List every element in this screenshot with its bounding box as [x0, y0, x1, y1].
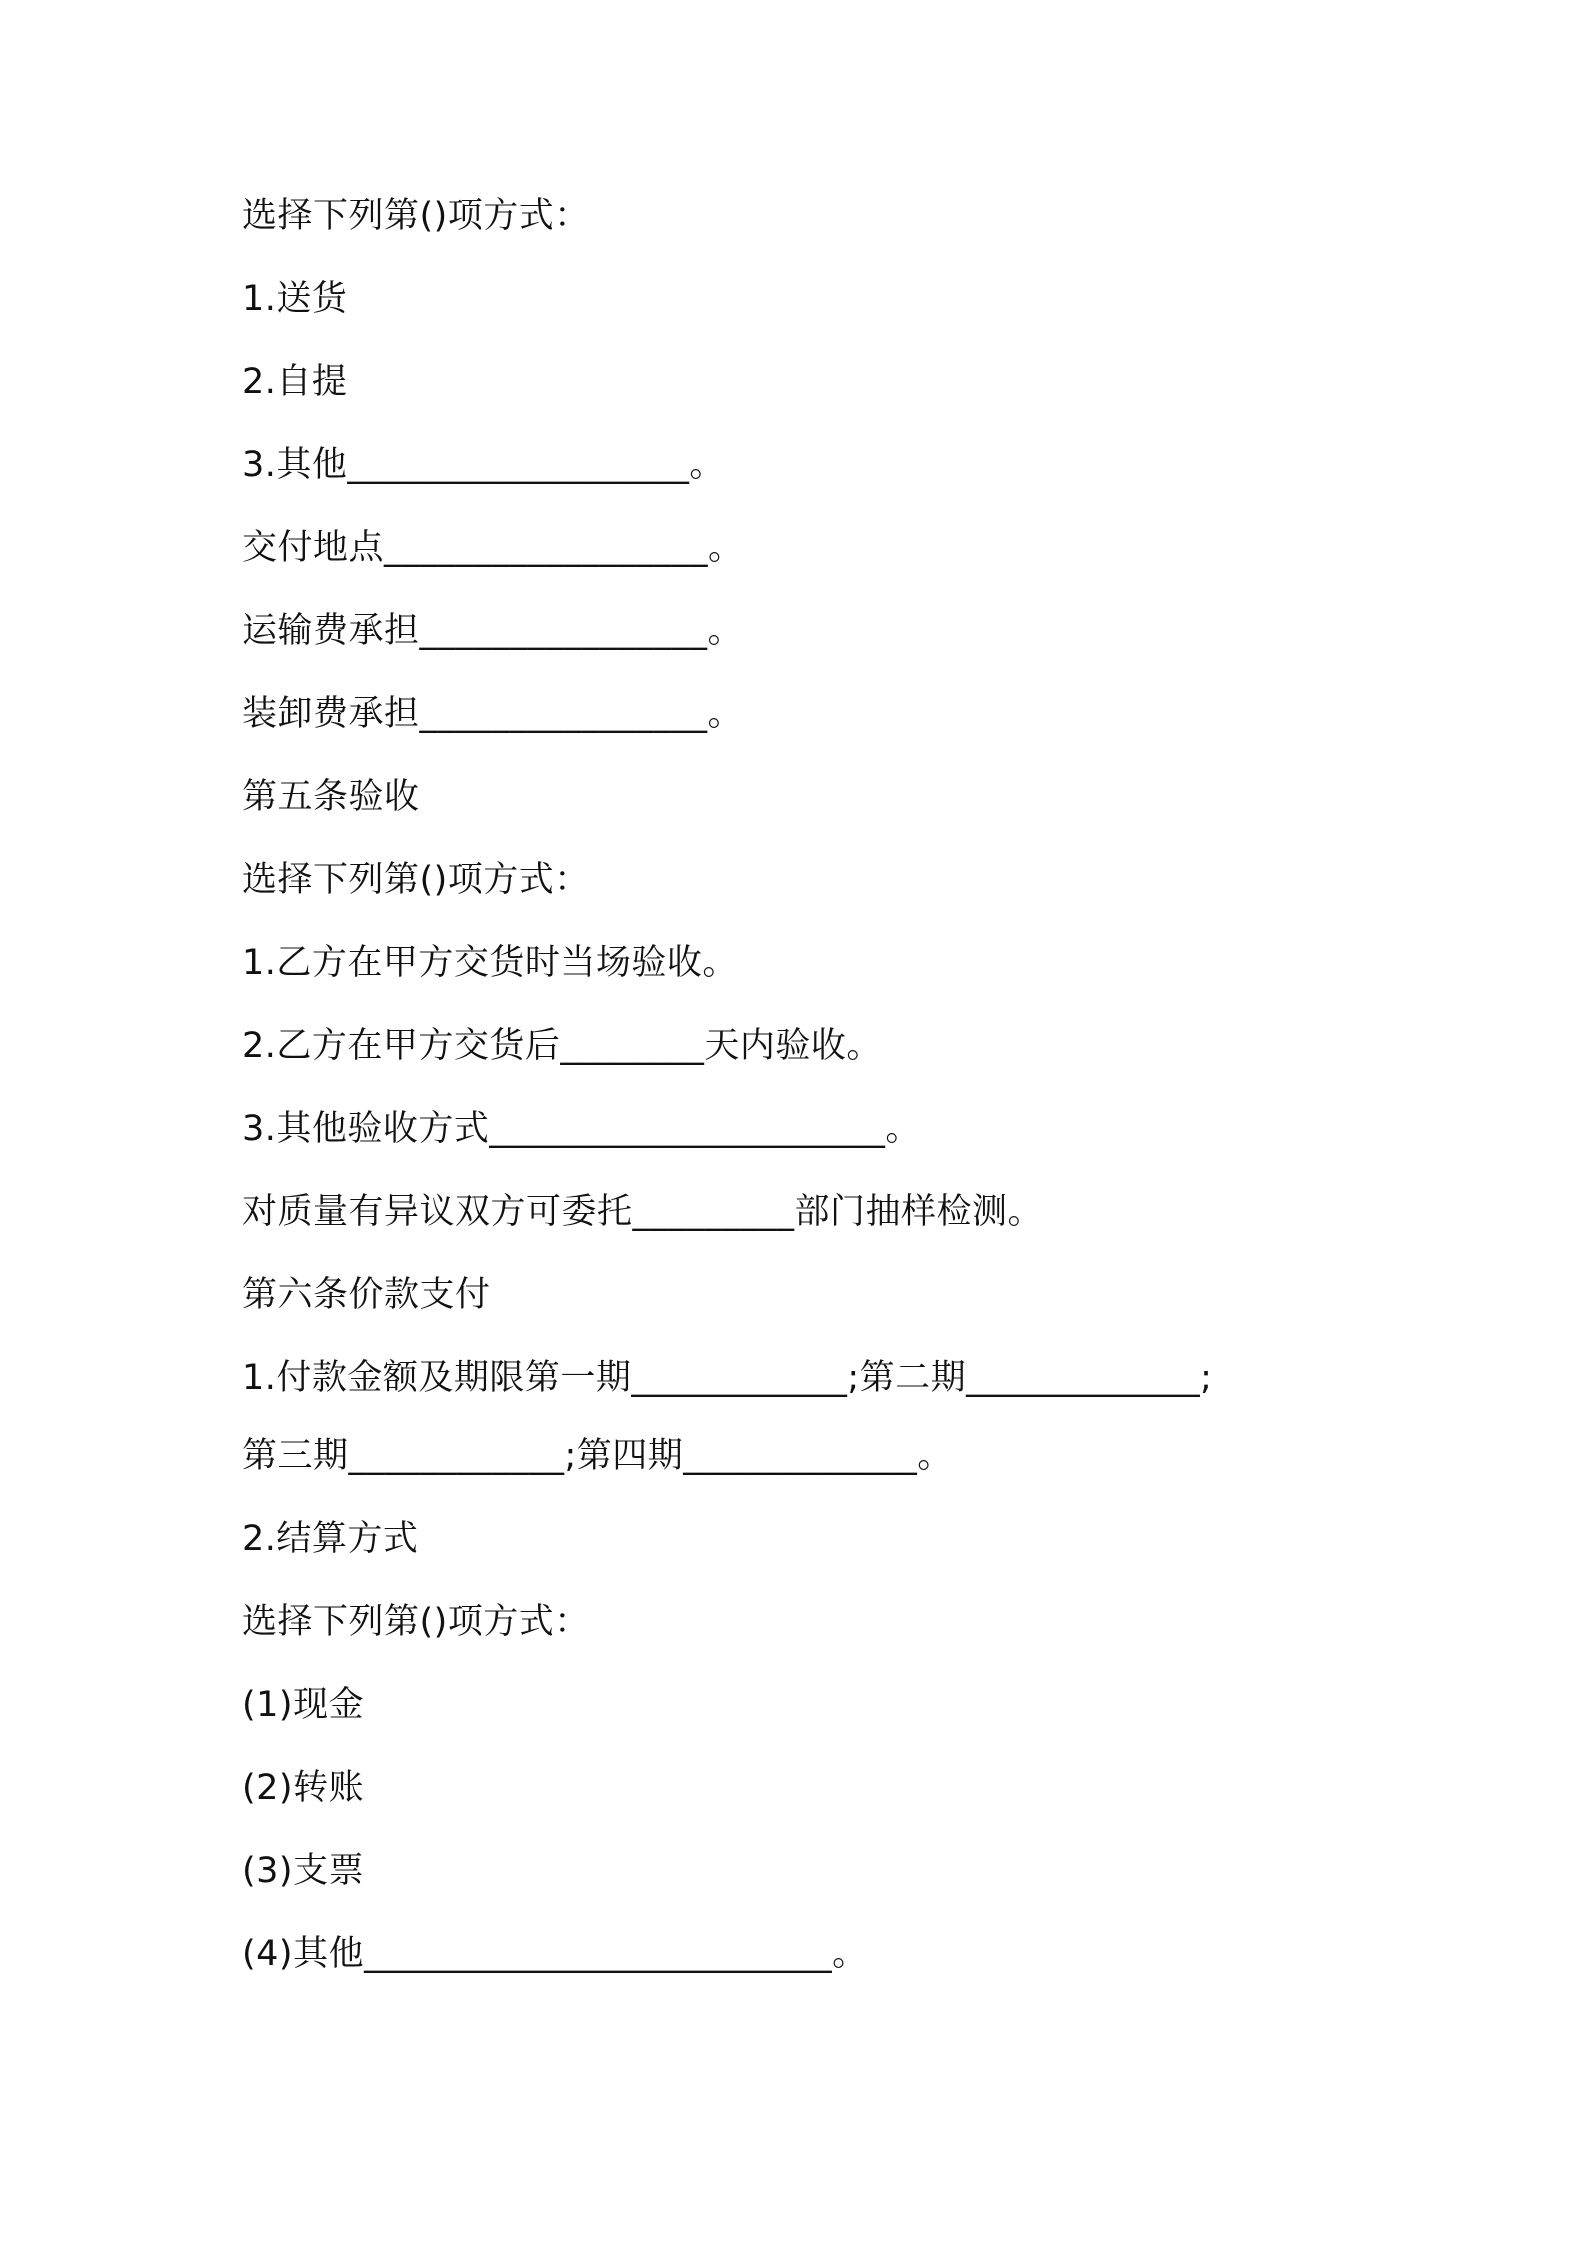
acceptance-option-3: 3.其他验收方式______________________。: [242, 1109, 921, 1149]
delivery-option-2: 2.自提: [242, 362, 348, 402]
delivery-option-3: 3.其他___________________。: [242, 445, 725, 485]
acceptance-option-2: 2.乙方在甲方交货后________天内验收。: [242, 1026, 882, 1066]
payment-installments-1: 1.付款金额及期限第一期____________;第二期_____________;: [242, 1358, 1213, 1398]
handling-cost-bearer: 装卸费承担________________。: [242, 694, 744, 734]
settlement-method-prompt: 选择下列第()项方式：: [242, 1602, 590, 1642]
article-5-heading: 第五条验收: [242, 777, 420, 817]
quality-dispute-clause: 对质量有异议双方可委托_________部门抽样检测。: [242, 1192, 1044, 1232]
delivery-option-1: 1.送货: [242, 279, 348, 319]
acceptance-option-1: 1.乙方在甲方交货时当场验收。: [242, 943, 738, 983]
settlement-option-other: (4)其他__________________________。: [242, 1934, 868, 1974]
settlement-option-transfer: (2)转账: [242, 1768, 365, 1808]
payment-installments-2: 第三期____________;第四期_____________。: [242, 1436, 953, 1476]
settlement-method-heading: 2.结算方式: [242, 1519, 419, 1559]
document-body: [242, 196, 1392, 2017]
settlement-option-cash: (1)现金: [242, 1685, 365, 1725]
delivery-location: 交付地点__________________。: [242, 528, 744, 568]
article-6-heading: 第六条价款支付: [242, 1275, 491, 1315]
settlement-option-cheque: (3)支票: [242, 1851, 365, 1891]
acceptance-method-prompt: 选择下列第()项方式：: [242, 860, 590, 900]
delivery-method-prompt: 选择下列第()项方式：: [242, 196, 590, 236]
freight-cost-bearer: 运输费承担________________。: [242, 611, 744, 651]
